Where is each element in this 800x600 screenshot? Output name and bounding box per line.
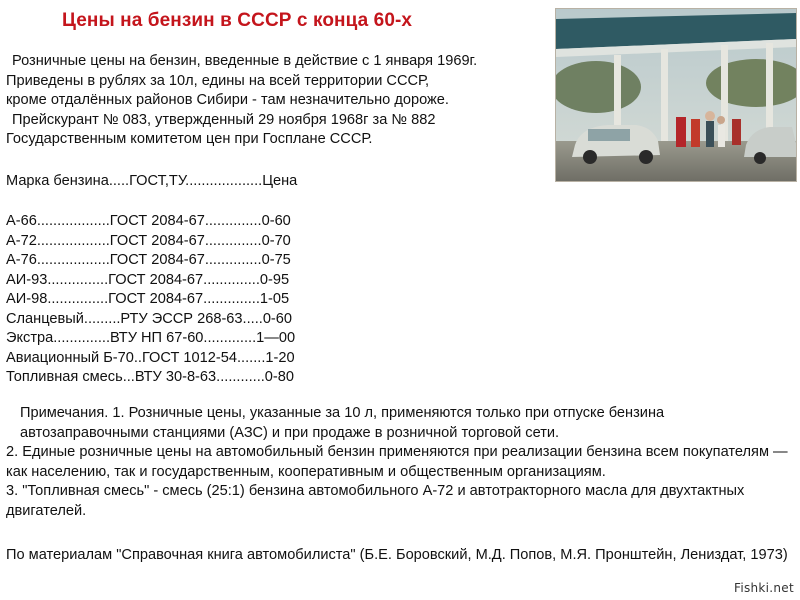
intro-line: Розничные цены на бензин, введенные в действие с 1 января 1969г. bbox=[12, 53, 478, 69]
price-list bbox=[6, 212, 295, 388]
price-row: А-72..................ГОСТ 2084-67..............0-70 bbox=[6, 232, 291, 249]
notes-section bbox=[6, 404, 792, 521]
page-title: Цены на бензин в СССР с конца 60-х bbox=[62, 10, 413, 31]
price-row: Экстра..............ВТУ НП 67-60.............1—00 bbox=[6, 330, 296, 346]
watermark: Fishki.net bbox=[733, 581, 794, 595]
gas-station-photo bbox=[555, 8, 797, 182]
price-row: Топливная смесь...ВТУ 30-8-63............0-80 bbox=[6, 369, 295, 385]
intro-line: Прейскурант № 083, утвержденный 29 ноября 1968г за № 882 bbox=[12, 111, 436, 128]
intro-line: кроме отдалённых районов Сибири - там незначительно дороже. bbox=[6, 92, 449, 108]
price-row: А-66..................ГОСТ 2084-67..............0-60 bbox=[6, 213, 291, 229]
note-1: Примечания. 1. Розничные цены, указанные за 10 л, применяются только при отпуске бензина автозаправочными станциями (АЗС) и при продаже в розничной торговой сети. bbox=[20, 405, 665, 441]
intro-line: Государственным комитетом цен при Госплане СССР. bbox=[6, 131, 373, 147]
intro-line: Приведены в рублях за 10л, едины на всей территории СССР, bbox=[6, 72, 430, 89]
price-table-header: Марка бензина.....ГОСТ,ТУ...................Цена bbox=[6, 173, 298, 189]
note-3: 3. "Топливная смесь" - смесь (25:1) бензина автомобильного А-72 и автотракторного масла для двухтактных двигателей. bbox=[6, 483, 745, 519]
note-2: 2. Единые розничные цены на автомобильный бензин применяются при реализации бензина всем покупателям — как населению, так и государственным, кооперативным и общественным организациям. bbox=[6, 444, 788, 480]
gas-station-illustration bbox=[556, 9, 796, 181]
price-row: Сланцевый.........РТУ ЭССР 268-63.....0-60 bbox=[6, 310, 293, 327]
price-row: Авиационный Б-70..ГОСТ 1012-54.......1-20 bbox=[6, 349, 295, 366]
intro-paragraph bbox=[6, 52, 477, 150]
price-row: АИ-98...............ГОСТ 2084-67..............1-05 bbox=[6, 291, 290, 307]
price-row: АИ-93...............ГОСТ 2084-67..............0-95 bbox=[6, 271, 290, 288]
price-row: А-76..................ГОСТ 2084-67..............0-75 bbox=[6, 252, 291, 268]
source-citation: По материалам "Справочная книга автомобилиста" (Б.Е. Боровский, М.Д. Попов, М.Я. Пронштейн, Лениздат, 1973) bbox=[6, 547, 788, 563]
